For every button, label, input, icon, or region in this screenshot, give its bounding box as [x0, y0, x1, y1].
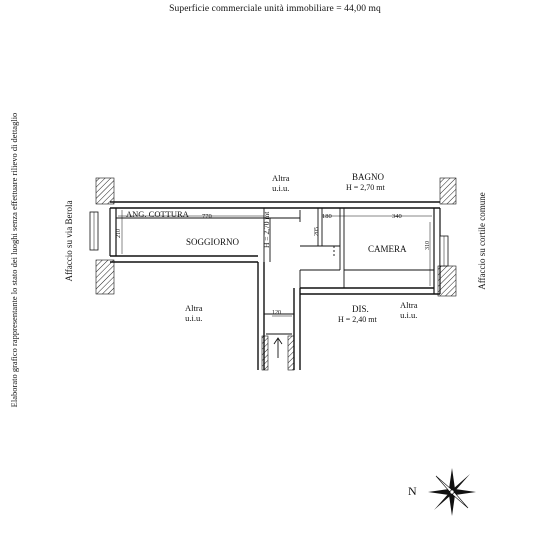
bathroom-height-label: H = 2,70 mt [346, 183, 385, 192]
top-neighbor-label [272, 173, 289, 193]
left-side-note: Elaborato grafico rappresentante lo stato dei luoghi senza effettuare rilievo di dettaglio [9, 112, 19, 408]
living-height-label: H = 2,70 mt [262, 211, 271, 248]
bottom-right-neighbor-line1: Altra [400, 300, 418, 310]
dim-205: 205 [314, 227, 320, 236]
right-facing-label: Affaccio su cortile comune [477, 192, 487, 290]
dim-120: 120 [272, 310, 281, 316]
dim-770: 770 [202, 213, 212, 220]
surface-header: Superficie commerciale unità immobiliare = 44,00 mq [169, 4, 381, 14]
bottom-right-neighbor-line2: u.i.u. [400, 310, 418, 320]
dim-340: 340 [392, 213, 402, 220]
bedroom-label: CAMERA [368, 244, 407, 254]
bottom-left-neighbor-label [185, 303, 202, 323]
top-neighbor-line2: u.i.u. [272, 183, 290, 193]
bottom-left-neighbor-line2: u.i.u. [185, 313, 203, 323]
bottom-right-neighbor-label [400, 300, 417, 320]
dim-310: 310 [425, 241, 431, 250]
hall-height-label: H = 2,40 mt [338, 315, 377, 324]
bottom-left-neighbor-line1: Altra [185, 303, 203, 313]
dim-210: 210 [116, 229, 122, 238]
living-label: SOGGIORNO [186, 237, 240, 247]
top-neighbor-line1: Altra [272, 173, 290, 183]
compass-rose-icon [428, 468, 476, 516]
left-facing-label: Affaccio su via Berola [64, 200, 74, 282]
bathroom-label: BAGNO [352, 172, 385, 182]
dimension-lines [118, 210, 432, 316]
dim-180: 180 [322, 213, 332, 220]
north-label: N [408, 484, 417, 498]
hall-label: DIS. [352, 304, 369, 314]
kitchen-label: ANG. COTTURA [126, 209, 189, 219]
